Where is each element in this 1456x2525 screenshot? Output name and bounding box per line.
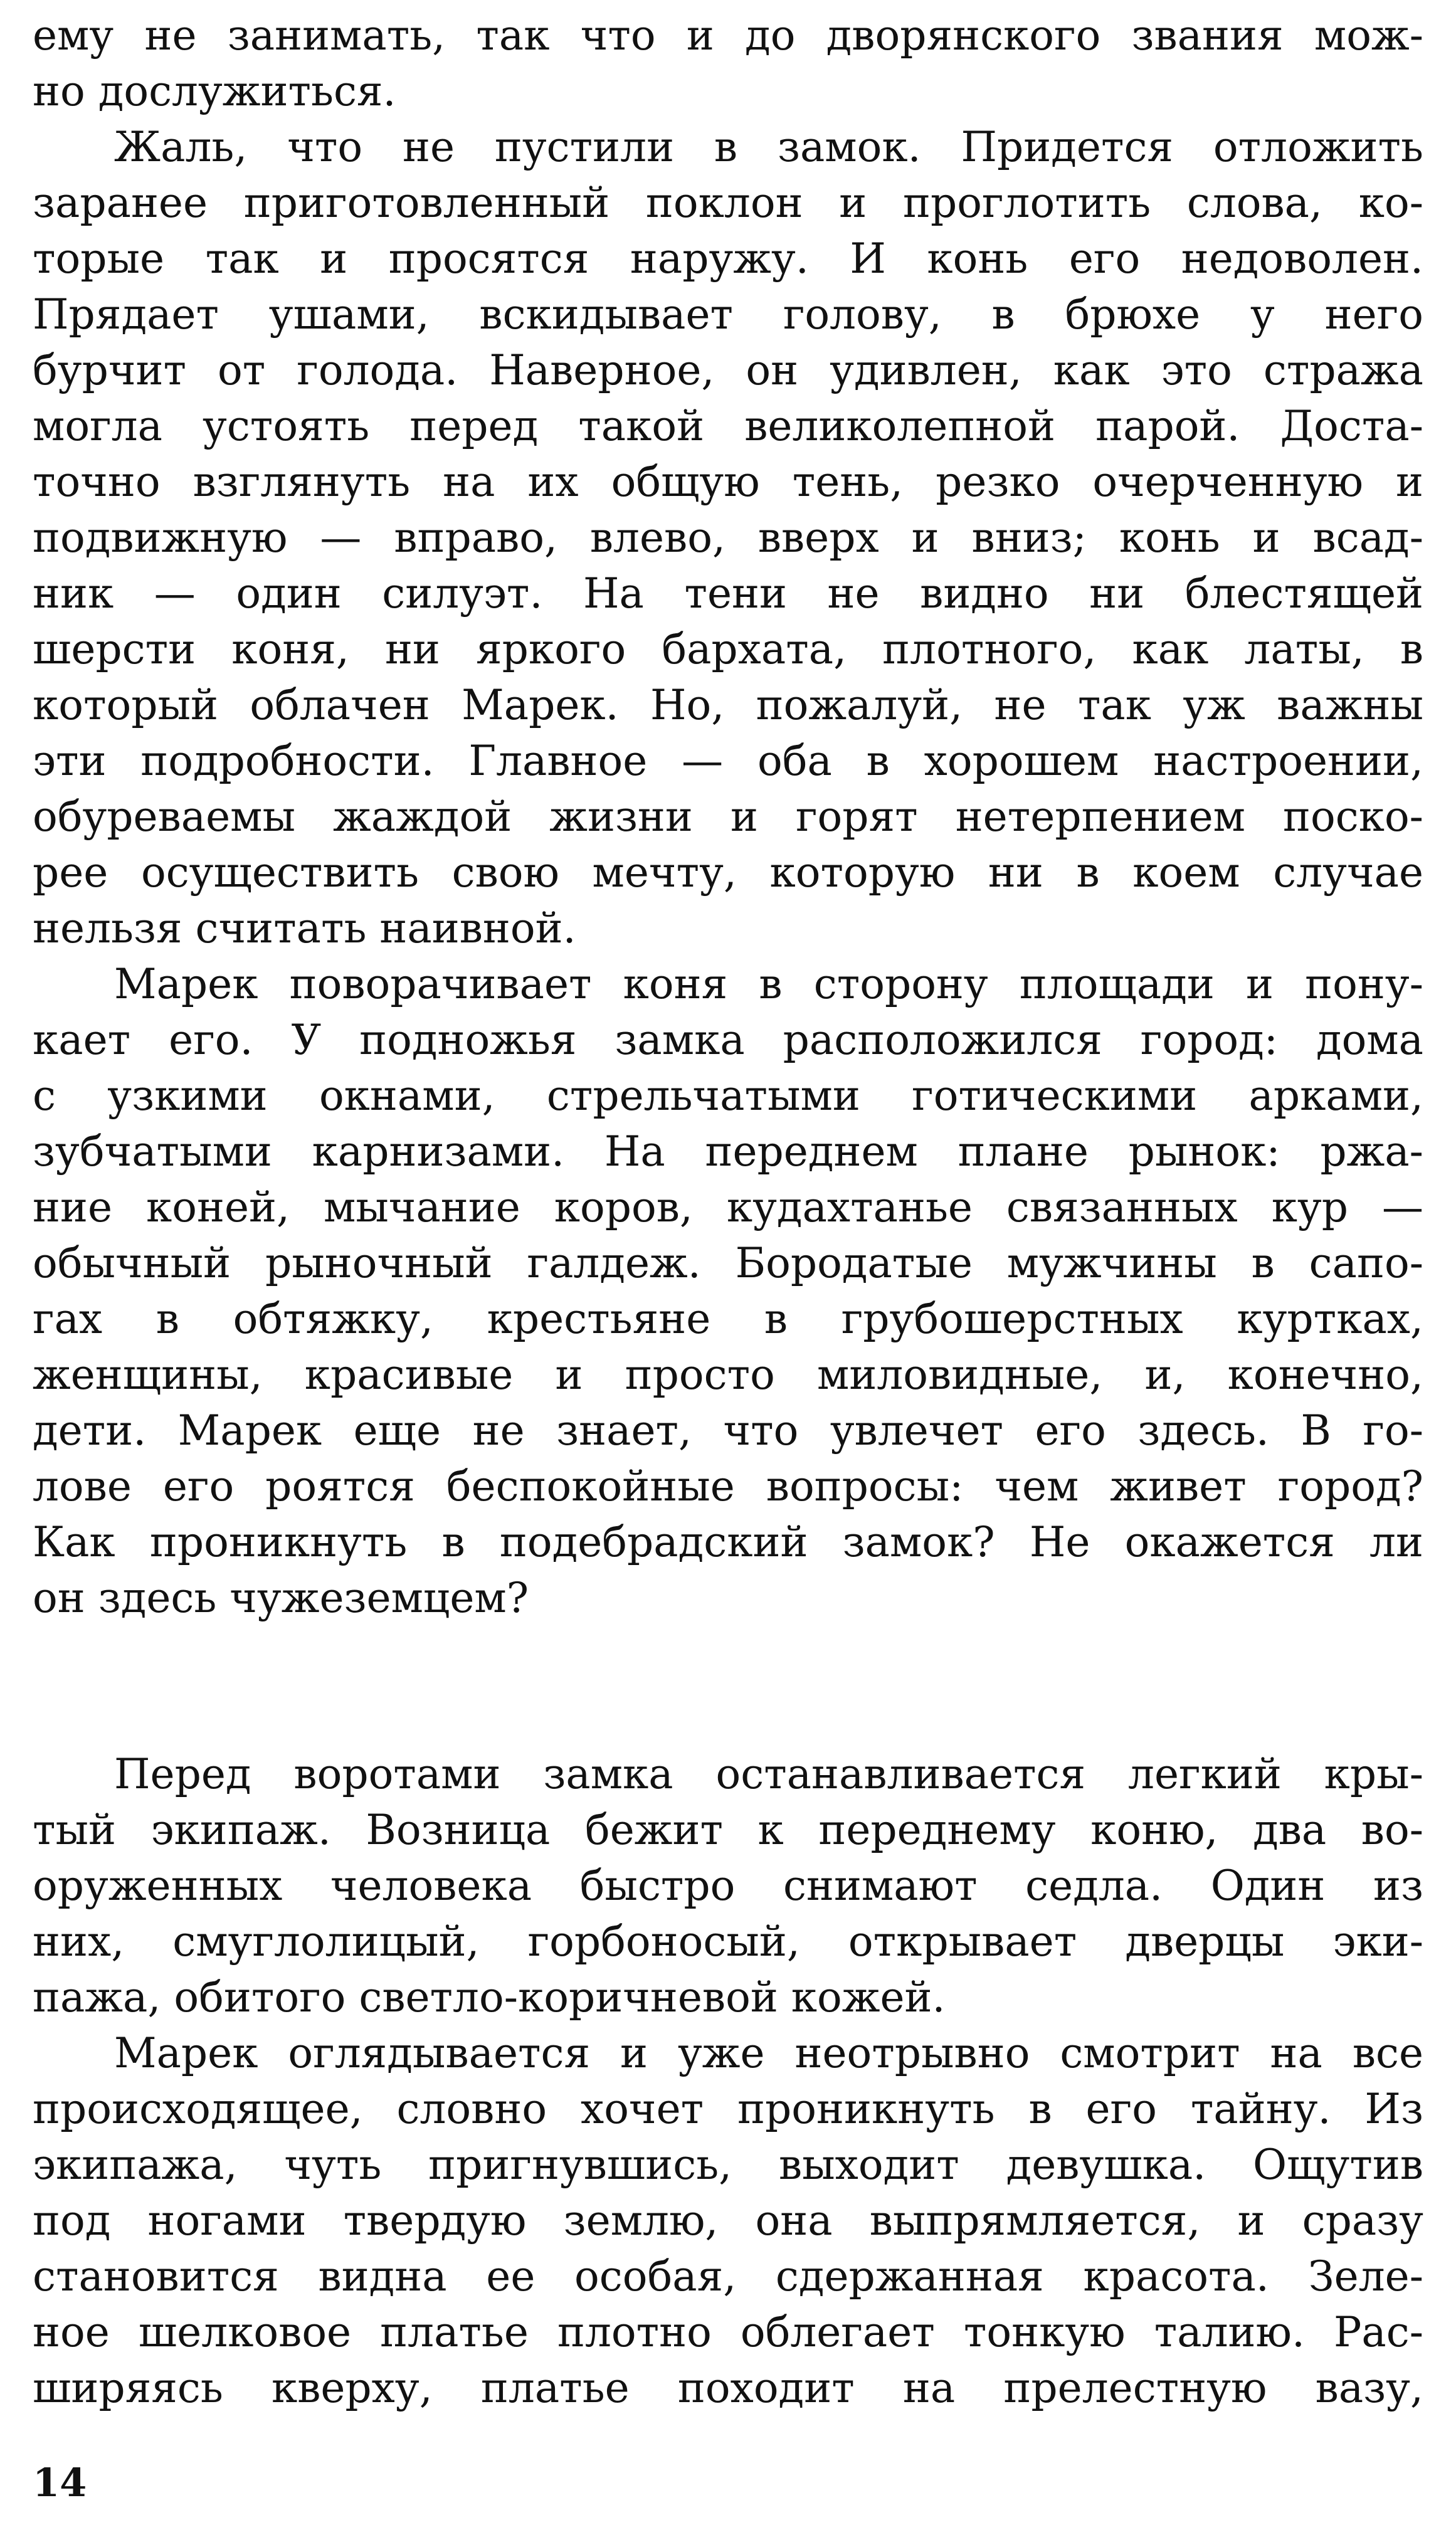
paragraph	[33, 119, 1423, 956]
text-line: заранее приготовленный поклон и проглотить слова, ко-	[33, 179, 1423, 227]
text-line: подвижную — вправо, влево, вверх и вниз; конь и всад-	[33, 514, 1423, 562]
text-line: обычный рыночный галдеж. Бородатые мужчины в сапо-	[33, 1239, 1423, 1287]
text-line: Марек оглядывается и уже неотрывно смотрит на все	[114, 2029, 1423, 2077]
text-line: дети. Марек еще не знает, что увлечет его здесь. В го-	[33, 1406, 1423, 1455]
paragraph	[33, 2025, 1423, 2416]
text-line: гах в обтяжку, крестьяне в грубошерстных куртках,	[33, 1295, 1423, 1343]
text-line: женщины, красивые и просто миловидные, и, конечно,	[33, 1351, 1423, 1399]
text-line: становится видна ее особая, сдержанная красота. Зеле-	[33, 2252, 1423, 2301]
text-line: с узкими окнами, стрельчатыми готическими арками,	[33, 1072, 1423, 1120]
text-line: который облачен Марек. Но, пожалуй, не так уж важны	[33, 681, 1423, 729]
text-line: ему не занимать, так что и до дворянского звания мож-	[33, 11, 1423, 60]
text-line: бурчит от голода. Наверное, он удивлен, как это стража	[33, 346, 1423, 394]
text-line: он здесь чужеземцем?	[33, 1574, 529, 1622]
text-line: ное шелковое платье плотно облегает тонкую талию. Рас-	[33, 2308, 1423, 2356]
text-line: ник — один силуэт. На тени не видно ни блестящей	[33, 569, 1423, 618]
text-line: зубчатыми карнизами. На переднем плане рынок: ржа-	[33, 1127, 1423, 1176]
text-line: торые так и просятся наружу. И конь его недоволен.	[33, 235, 1423, 283]
text-line: экипажа, чуть пригнувшись, выходит девушка. Ощутив	[33, 2141, 1423, 2189]
text-line: под ногами твердую землю, она выпрямляется, и сразу	[33, 2196, 1423, 2245]
paragraph	[33, 1746, 1423, 2025]
text-line: Марек поворачивает коня в сторону площади и пону-	[114, 960, 1423, 1008]
text-line: Перед воротами замка останавливается легкий кры-	[114, 1750, 1423, 1798]
text-line: Как проникнуть в подебрадский замок? Не окажется ли	[33, 1518, 1423, 1566]
paragraph	[33, 956, 1423, 1626]
text-line: кает его. У подножья замка расположился город: дома	[33, 1016, 1423, 1064]
text-line: эти подробности. Главное — оба в хорошем настроении,	[33, 737, 1423, 785]
text-line: обуреваемы жаждой жизни и горят нетерпением поско-	[33, 793, 1423, 841]
text-line: тый экипаж. Возница бежит к переднему коню, два во-	[33, 1806, 1423, 1854]
text-line: Прядает ушами, вскидывает голову, в брюхе у него	[33, 290, 1423, 339]
text-line: шерсти коня, ни яркого бархата, плотного, как латы, в	[33, 625, 1423, 673]
page-number: 14	[33, 2460, 87, 2506]
text-line: пажа, обитого светло-коричневой кожей.	[33, 1973, 946, 2022]
text-line: но дослужиться.	[33, 67, 396, 115]
text-line: ширяясь кверху, платье походит на прелестную вазу,	[33, 2364, 1423, 2412]
text-line: нельзя считать наивной.	[33, 904, 576, 952]
text-line: Жаль, что не пустили в замок. Придется отложить	[114, 123, 1423, 171]
text-line: точно взглянуть на их общую тень, резко очерченную и	[33, 458, 1423, 506]
text-line: происходящее, словно хочет проникнуть в его тайну. Из	[33, 2085, 1423, 2133]
text-line: лове его роятся беспокойные вопросы: чем живет город?	[33, 1462, 1423, 1510]
text-line: ние коней, мычание коров, кудахтанье связанных кур —	[33, 1183, 1423, 1231]
paragraph-continuation	[33, 8, 1423, 119]
text-line: оруженных человека быстро снимают седла. Один из	[33, 1862, 1423, 1910]
text-line: них, смуглолицый, горбоносый, открывает дверцы эки-	[33, 1917, 1423, 1966]
text-line: рее осуществить свою мечту, которую ни в коем случае	[33, 848, 1423, 897]
text-line: могла устоять перед такой великолепной парой. Доста-	[33, 402, 1423, 450]
